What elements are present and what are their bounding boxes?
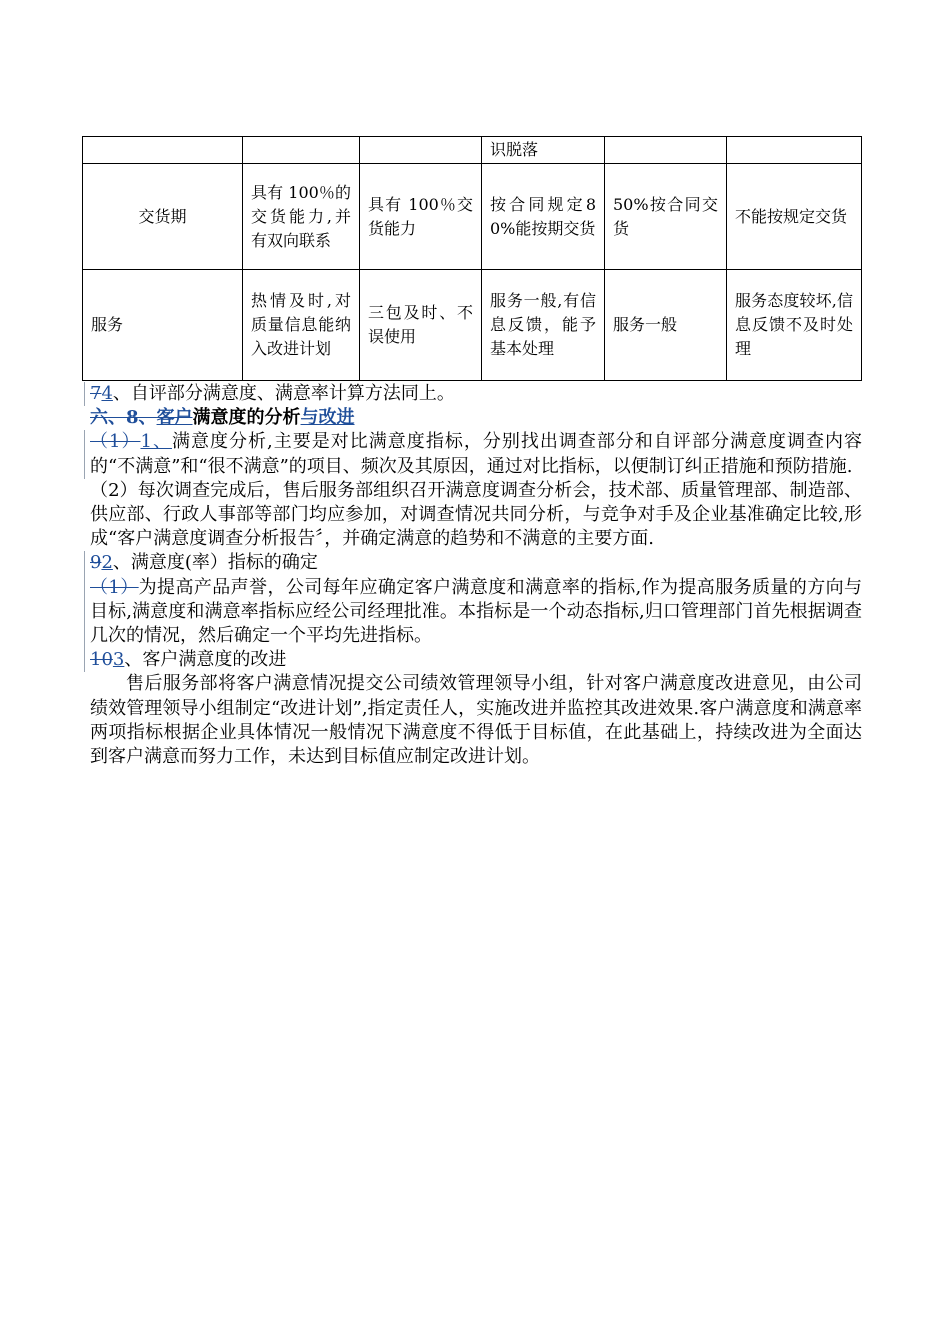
paragraph-index-title <box>84 551 862 575</box>
deleted-text: 9 <box>90 552 102 574</box>
paragraph-text: 、满意度(率）指标的确定 <box>112 552 318 574</box>
section-heading <box>90 406 862 430</box>
table-row-header: 服务 <box>83 270 243 381</box>
paragraph-text: 、自评部分满意度、满意率计算方法同上。 <box>112 383 455 404</box>
deleted-text: 10 <box>90 649 113 671</box>
paragraph-text: 为提高产品声誉，公司每年应确定客户满意度和满意率的指标,作为提高服务质量的方向与目标,满意度和满意率指标应经公司经理批准。本指标是一个动态指标,归口管理部门首先根据调查几次的情况，然后确定一个平均先进指标。 <box>90 576 862 647</box>
table-cell: 具有 100％交货能力 <box>360 164 482 270</box>
table-cell: 具有 100％的交货能力,并有双向联系 <box>243 164 360 270</box>
inserted-text: 4 <box>101 383 113 404</box>
paragraph-text: 售后服务部将客户满意情况提交公司绩效管理领导小组，针对客户满意度改进意见，由公司绩效管理领导小组制定“改进计划”,指定责任人，实施改进并监控其改进效果.客户满意度和满意率两项指标根据企业具体情况一般情况下满意度不得低于目标值，在此基础上，持续改进为全面达到客户满意而努力工作，未达到目标值应制定改进计划。 <box>90 673 862 768</box>
table-row-header: 交货期 <box>83 164 243 270</box>
paragraph-analysis <box>84 430 862 478</box>
heading-text: 满意度的分析 <box>192 407 301 429</box>
table-row <box>83 137 862 164</box>
table-cell: 不能按规定交货 <box>727 164 862 270</box>
inserted-text: 1、 <box>140 431 172 453</box>
deleted-text: （1） <box>90 576 139 598</box>
deleted-text: 客户 <box>156 407 193 429</box>
deleted-text: （1） <box>90 431 141 453</box>
evaluation-table <box>82 136 862 381</box>
inserted-text: 3 <box>112 649 125 671</box>
table-cell: 识脱落 <box>482 137 605 164</box>
paragraph-text: （2）每次调查完成后，售后服务部组织召开满意度调查分析会，技术部、质量管理部、制造部、供应部、行政人事部等部门均应参加，对调查情况共同分析，与竞争对手及企业基准确定比较,形成“客户满意度调查分析报告〞，并确定满意的趋势和不满意的主要方面. <box>90 479 862 550</box>
deleted-text: 7 <box>90 383 102 404</box>
paragraph-text: 满意度分析,主要是对比满意度指标，分别找出调查部分和自评部分满意度调查内容的“不满意”和“很不满意”的项目、频次及其原因，通过对比指标，以便制订纠正措施和预防措施. <box>90 431 863 477</box>
table-cell <box>243 137 360 164</box>
deleted-text: 六、8、 <box>90 407 157 429</box>
body-text <box>90 382 862 769</box>
paragraph-self-evaluation <box>84 382 862 406</box>
inserted-text: 2 <box>101 552 113 574</box>
table-cell: 服务一般 <box>605 270 727 381</box>
table-cell <box>605 137 727 164</box>
paragraph-index <box>84 576 862 649</box>
table-row <box>83 164 862 270</box>
paragraph-improvement-title <box>84 648 862 672</box>
table-cell: 按合同规定80%能按期交货 <box>482 164 605 270</box>
inserted-text: 与改进 <box>300 407 355 429</box>
table-cell: 三包及时、不误使用 <box>360 270 482 381</box>
table-cell: 50%按合同交货 <box>605 164 727 270</box>
table-cell <box>727 137 862 164</box>
table-row <box>83 270 862 381</box>
paragraph-improvement <box>90 672 862 769</box>
paragraph-survey-meeting <box>90 479 862 552</box>
paragraph-text: 、客户满意度的改进 <box>124 649 287 671</box>
table-cell: 服务态度较坏,信息反馈不及时处理 <box>727 270 862 381</box>
table-cell: 热情及时,对质量信息能纳入改进计划 <box>243 270 360 381</box>
table-cell <box>360 137 482 164</box>
table-cell <box>83 137 243 164</box>
table-cell: 服务一般,有信息反馈，能予基本处理 <box>482 270 605 381</box>
